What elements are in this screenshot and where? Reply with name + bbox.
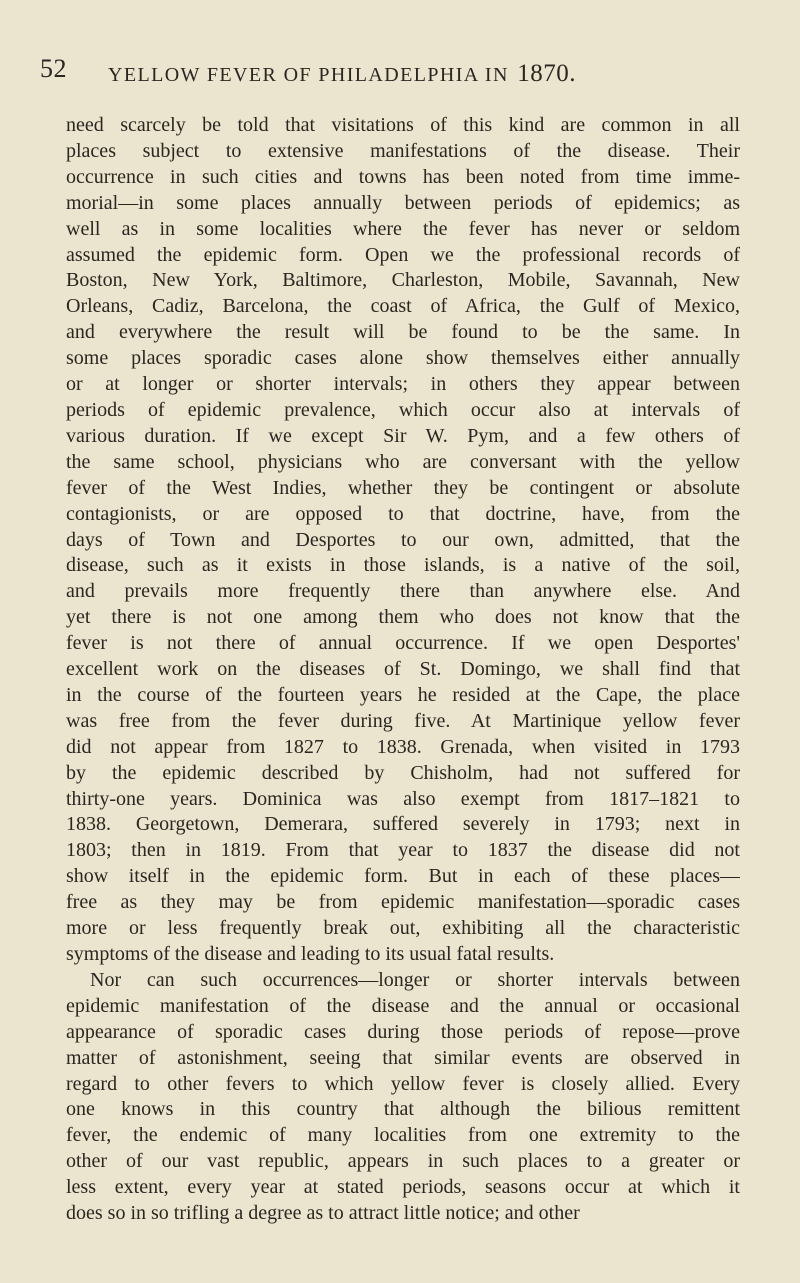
- text-line: does so in so trifling a degree as to attract little notice; and other: [66, 1202, 580, 1225]
- text-line: disease, such as it exists in those islands, is a native of the soil,: [66, 554, 740, 577]
- text-line: places subject to extensive manifestations of the disease. Their: [66, 139, 740, 162]
- text-line: morial—in some places annually between periods of epidemics; as: [66, 191, 740, 214]
- text-line: 1838. Georgetown, Demerara, suffered severely in 1793; next in: [66, 813, 740, 836]
- text-line: one knows in this country that although the bilious remittent: [66, 1098, 740, 1121]
- text-line: contagionists, or are opposed to that doctrine, have, from the: [66, 502, 740, 525]
- text-line: periods of epidemic prevalence, which occur also at intervals of: [66, 398, 740, 421]
- text-line: show itself in the epidemic form. But in each of these places—: [66, 865, 740, 888]
- text-line: other of our vast republic, appears in such places to a greater or: [66, 1150, 740, 1173]
- text-line: days of Town and Desportes to our own, admitted, that the: [66, 528, 740, 551]
- text-line: the same school, physicians who are conversant with the yellow: [66, 450, 740, 473]
- page-header: [40, 54, 740, 104]
- text-line: assumed the epidemic form. Open we the professional records of: [66, 243, 740, 266]
- text-line: thirty-one years. Dominica was also exempt from 1817–1821 to: [66, 787, 740, 810]
- text-line: by the epidemic described by Chisholm, had not suffered for: [66, 761, 740, 784]
- text-line: fever is not there of annual occurrence. If we open Desportes': [66, 632, 740, 655]
- running-head-year: 1870.: [517, 60, 576, 87]
- running-head: [108, 60, 576, 88]
- text-line: some places sporadic cases alone show themselves either annually: [66, 347, 740, 370]
- text-line: excellent work on the diseases of St. Domingo, we shall find that: [66, 658, 740, 681]
- text-line: did not appear from 1827 to 1838. Grenada, when visited in 1793: [66, 735, 740, 758]
- text-line: fever of the West Indies, whether they be contingent or absolute: [66, 476, 740, 499]
- text-line: 1803; then in 1819. From that year to 1837 the disease did not: [66, 839, 740, 862]
- text-line: yet there is not one among them who does not know that the: [66, 606, 740, 629]
- text-line: need scarcely be told that visitations of this kind are common in all: [66, 114, 740, 136]
- body-text: [66, 113, 740, 1227]
- text-line: more or less frequently break out, exhibiting all the characteristic: [66, 917, 740, 940]
- text-line: Boston, New York, Baltimore, Charleston, Mobile, Savannah, New: [66, 269, 740, 292]
- text-line: various duration. If we except Sir W. Pym, and a few others of: [66, 424, 740, 447]
- text-line: matter of astonishment, seeing that similar events are observed in: [66, 1046, 740, 1069]
- text-line: regard to other fevers to which yellow fever is closely allied. Every: [66, 1072, 740, 1095]
- text-line: less extent, every year at stated periods, seasons occur at which it: [66, 1176, 740, 1199]
- text-line: symptoms of the disease and leading to its usual fatal results.: [66, 943, 555, 965]
- page-number: 52: [40, 54, 67, 83]
- text-line: appearance of sporadic cases during those periods of repose—prove: [66, 1020, 740, 1043]
- text-line: was free from the fever during five. At Martinique yellow fever: [66, 709, 740, 732]
- text-line: epidemic manifestation of the disease and the annual or occasional: [66, 994, 740, 1017]
- running-head-title: YELLOW FEVER OF PHILADELPHIA IN: [108, 64, 509, 86]
- text-line: fever, the endemic of many localities from one extremity to the: [66, 1124, 740, 1147]
- text-line: free as they may be from epidemic manifestation—sporadic cases: [66, 891, 740, 914]
- text-line: Orleans, Cadiz, Barcelona, the coast of Africa, the Gulf of Mexico,: [66, 295, 740, 318]
- text-line: occurrence in such cities and towns has been noted from time imme-: [66, 165, 740, 188]
- text-line: and everywhere the result will be found to be the same. In: [66, 321, 740, 344]
- text-line: and prevails more frequently there than anywhere else. And: [66, 580, 740, 603]
- text-line: Nor can such occurrences—longer or shorter intervals between: [90, 968, 740, 991]
- text-line: well as in some localities where the fever has never or seldom: [66, 217, 740, 240]
- text-line: or at longer or shorter intervals; in others they appear between: [66, 373, 740, 396]
- text-line: in the course of the fourteen years he resided at the Cape, the place: [66, 683, 740, 706]
